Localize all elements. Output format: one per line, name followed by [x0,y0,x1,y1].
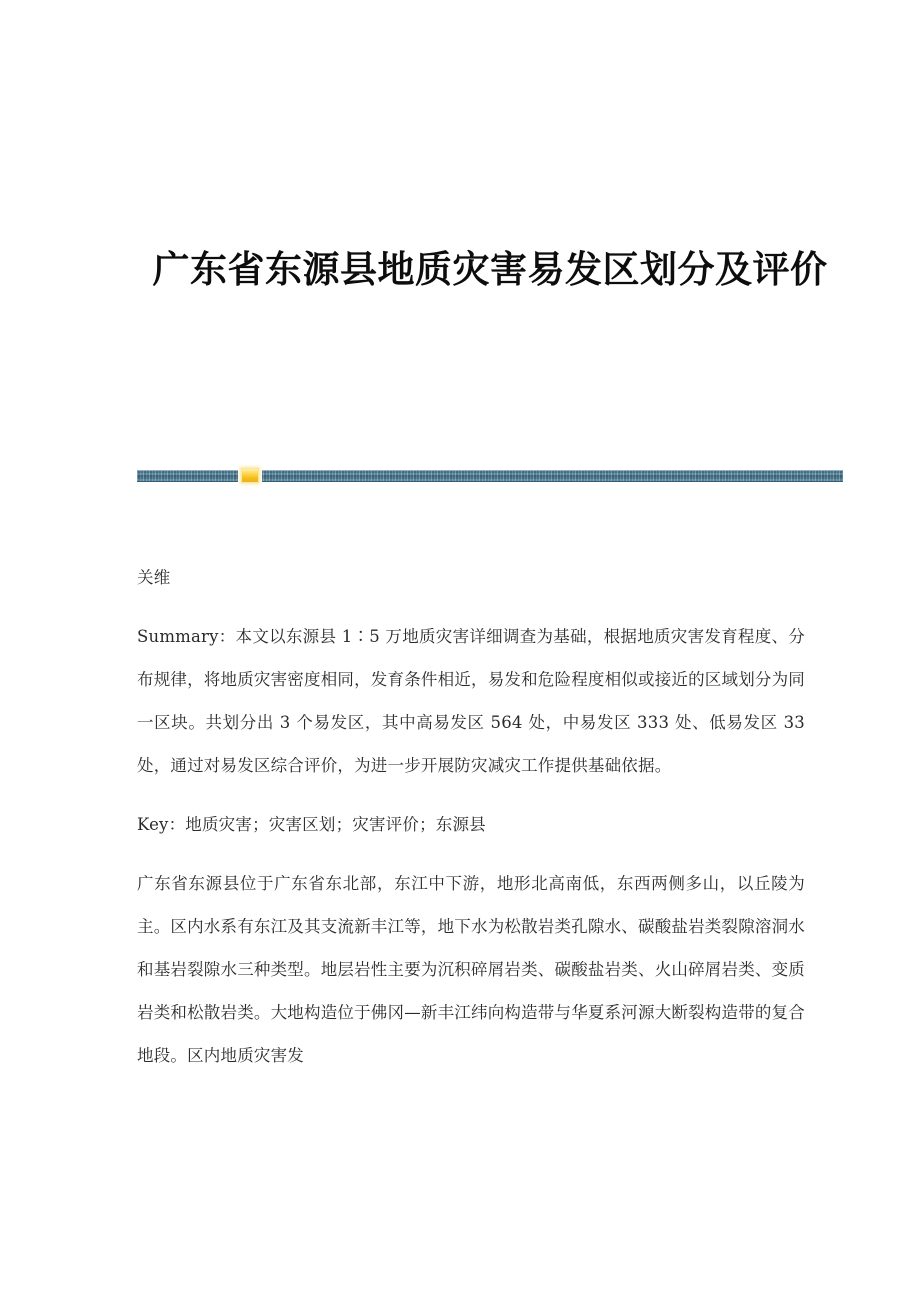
decorative-divider [137,466,843,485]
spacer [137,599,805,615]
spacer [137,846,805,862]
summary-paragraph: Summary：本文以东源县 1∶5 万地质灾害详细调查为基础，根据地质灾害发育程度、分布规律，将地质灾害密度相同，发育条件相近，易发和危险程度相似或接近的区域划分为同一区块。共划分出 3 个易发区，其中高易发区 564 处，中易发区 333 处、低易发区 33 处，通过对易发区综合评价，为进一步开展防灾减灾工作提供基础依据。 [137,627,805,775]
page-title: 广东省东源县地质灾害易发区划分及评价 [152,246,828,291]
document-body [137,556,805,1077]
keywords-paragraph: Key：地质灾害；灾害区划；灾害评价；东源县 [137,815,486,834]
spacer [137,787,805,803]
author-label: 关维 [137,568,171,587]
body-paragraph-1: 广东省东源县位于广东省东北部，东江中下游，地形北高南低，东西两侧多山，以丘陵为主。区内水系有东江及其支流新丰江等，地下水为松散岩类孔隙水、碳酸盐岩类裂隙溶洞水和基岩裂隙水三种类型。地层岩性主要为沉积碎屑岩类、碳酸盐岩类、火山碎屑岩类、变质岩类和松散岩类。大地构造位于佛冈—新丰江纬向构造带与华夏系河源大断裂构造带的复合地段。区内地质灾害发 [137,874,805,1065]
gold-square-ornament-inner [241,468,259,483]
gold-square-ornament-icon [238,466,262,485]
